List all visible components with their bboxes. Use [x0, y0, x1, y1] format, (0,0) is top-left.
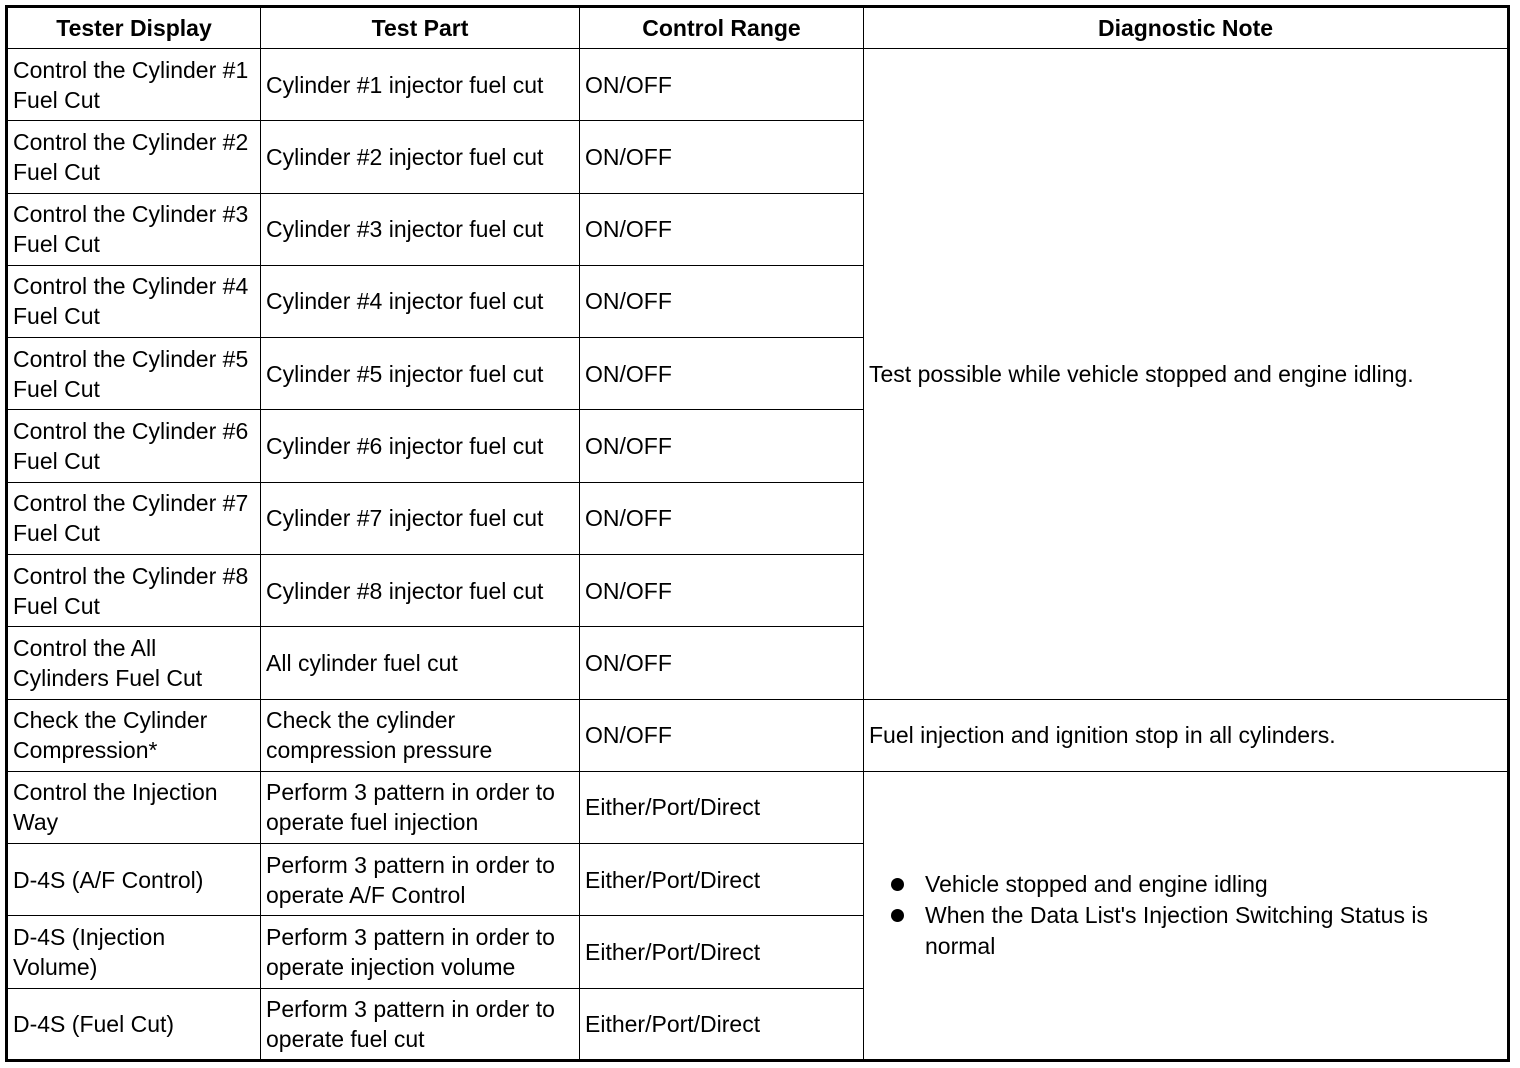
tester-display-cell: Control the Cylinder #1 Fuel Cut [7, 49, 261, 121]
tester-display-cell: Control the Cylinder #6 Fuel Cut [7, 410, 261, 482]
test-part-cell: Cylinder #5 injector fuel cut [261, 338, 580, 410]
tester-display-cell: Control the Cylinder #5 Fuel Cut [7, 338, 261, 410]
control-range-cell: ON/OFF [580, 482, 864, 554]
test-part-cell: Perform 3 pattern in order to operate A/F Control [261, 844, 580, 916]
control-range-cell: ON/OFF [580, 699, 864, 771]
tester-display-cell: Control the Injection Way [7, 771, 261, 843]
control-range-cell: Either/Port/Direct [580, 771, 864, 843]
active-test-table [5, 5, 1510, 1062]
test-part-cell: Cylinder #6 injector fuel cut [261, 410, 580, 482]
diagnostic-note-compression: Fuel injection and ignition stop in all cylinders. [864, 699, 1509, 771]
test-part-cell: Cylinder #8 injector fuel cut [261, 554, 580, 626]
diagnostic-note-list [869, 869, 1502, 962]
diagnostic-note-fuel-cut: Test possible while vehicle stopped and engine idling. [864, 49, 1509, 700]
note-list-item [889, 869, 1502, 900]
test-part-cell: Perform 3 pattern in order to operate fuel cut [261, 988, 580, 1060]
tester-display-cell: Control the Cylinder #8 Fuel Cut [7, 554, 261, 626]
control-range-cell: ON/OFF [580, 265, 864, 337]
test-part-cell: Check the cylinder compression pressure [261, 699, 580, 771]
test-part-cell: Perform 3 pattern in order to operate injection volume [261, 916, 580, 988]
control-range-cell: ON/OFF [580, 121, 864, 193]
control-range-cell: Either/Port/Direct [580, 916, 864, 988]
test-part-cell: Perform 3 pattern in order to operate fuel injection [261, 771, 580, 843]
tester-display-cell: Check the Cylinder Compression* [7, 699, 261, 771]
test-part-cell: Cylinder #2 injector fuel cut [261, 121, 580, 193]
test-part-cell: All cylinder fuel cut [261, 627, 580, 699]
header-row [7, 7, 1509, 49]
test-part-cell: Cylinder #3 injector fuel cut [261, 193, 580, 265]
header-control-range: Control Range [580, 7, 864, 49]
diagnostic-note-d4s [864, 771, 1509, 1060]
control-range-cell: Either/Port/Direct [580, 844, 864, 916]
note-text: Vehicle stopped and engine idling [925, 870, 1268, 897]
note-list-item [889, 900, 1502, 962]
control-range-cell: ON/OFF [580, 49, 864, 121]
control-range-cell: ON/OFF [580, 338, 864, 410]
control-range-cell: ON/OFF [580, 554, 864, 626]
table-row [7, 699, 1509, 771]
bullet-icon [891, 878, 904, 891]
control-range-cell: ON/OFF [580, 627, 864, 699]
control-range-cell: Either/Port/Direct [580, 988, 864, 1060]
table-row [7, 49, 1509, 121]
note-text: When the Data List's Injection Switching Status is normal [925, 901, 1428, 959]
test-part-cell: Cylinder #4 injector fuel cut [261, 265, 580, 337]
test-part-cell: Cylinder #7 injector fuel cut [261, 482, 580, 554]
tester-display-cell: D-4S (A/F Control) [7, 844, 261, 916]
header-test-part: Test Part [261, 7, 580, 49]
tester-display-cell: D-4S (Fuel Cut) [7, 988, 261, 1060]
header-tester-display: Tester Display [7, 7, 261, 49]
tester-display-cell: Control the Cylinder #2 Fuel Cut [7, 121, 261, 193]
tester-display-cell: Control the All Cylinders Fuel Cut [7, 627, 261, 699]
table-row [7, 771, 1509, 843]
test-part-cell: Cylinder #1 injector fuel cut [261, 49, 580, 121]
header-diagnostic-note: Diagnostic Note [864, 7, 1509, 49]
tester-display-cell: Control the Cylinder #7 Fuel Cut [7, 482, 261, 554]
tester-display-cell: Control the Cylinder #3 Fuel Cut [7, 193, 261, 265]
bullet-icon [891, 909, 904, 922]
tester-display-cell: Control the Cylinder #4 Fuel Cut [7, 265, 261, 337]
tester-display-cell: D-4S (Injection Volume) [7, 916, 261, 988]
control-range-cell: ON/OFF [580, 193, 864, 265]
control-range-cell: ON/OFF [580, 410, 864, 482]
